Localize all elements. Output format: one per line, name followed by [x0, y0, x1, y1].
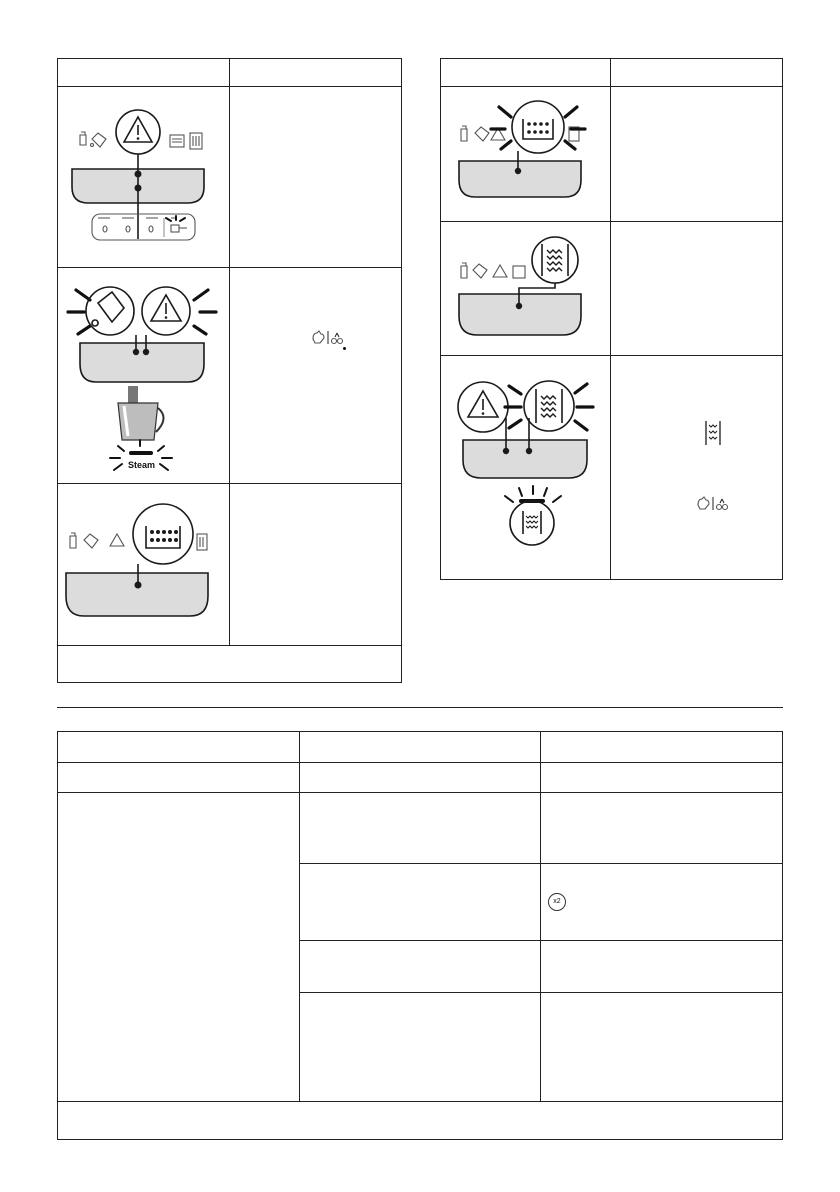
descale-icon [532, 237, 578, 283]
coffee-grounds-container-icon [512, 101, 564, 153]
milk-jug-icon [86, 287, 134, 335]
bottom-table-row-divider-4 [299, 992, 783, 993]
bottom-table-column-divider-2 [540, 731, 541, 1101]
bottom-table-header-divider [57, 762, 783, 763]
steam-wand-icon [166, 216, 187, 232]
descale-icon [170, 135, 184, 147]
coffee-grounds-container-icon [133, 504, 193, 564]
left-row2-diagram [58, 268, 228, 482]
press-twice-label: x2 [553, 898, 561, 905]
display-panel [459, 294, 581, 335]
right-row2-diagram [441, 222, 609, 354]
warning-icon [458, 382, 508, 432]
left-table-column-divider [229, 58, 230, 645]
right-row1-diagram [441, 87, 609, 220]
bottom-table-row-divider-2 [299, 863, 783, 864]
water-tank-icon [190, 133, 202, 149]
coffee-grounds-container-icon [91, 133, 107, 147]
bottom-table-row-divider-1 [57, 792, 783, 793]
hand-drops-icon [310, 330, 344, 346]
display-panel [80, 343, 204, 382]
bottom-table-row-divider-3 [299, 940, 783, 941]
small-dot [343, 347, 346, 350]
bottom-table-footer-divider [57, 1101, 783, 1102]
warning-icon [116, 110, 160, 154]
descale-icon [705, 420, 721, 446]
water-tank-icon [197, 534, 207, 550]
right-table-column-divider [610, 58, 611, 580]
descale-icon [524, 381, 574, 431]
coffee-bean-icon [103, 226, 153, 232]
warning-icon [142, 287, 190, 335]
press-twice-icon [548, 893, 566, 911]
display-panel [459, 161, 581, 197]
display-panel [66, 573, 208, 616]
hand-drops-icon [695, 496, 729, 512]
milk-jug-photo [118, 386, 164, 440]
display-panel [463, 440, 587, 478]
descale-button-icon [510, 501, 554, 545]
section-divider [57, 707, 783, 708]
right-row3-diagram [441, 356, 609, 578]
milk-jug-icon [80, 132, 86, 145]
left-row3-diagram [58, 484, 228, 644]
left-row1-diagram [58, 87, 228, 267]
left-table-footer-divider [57, 645, 402, 646]
steam-button-label: Steam [128, 460, 156, 470]
bottom-table-column-divider-1 [299, 731, 300, 1101]
